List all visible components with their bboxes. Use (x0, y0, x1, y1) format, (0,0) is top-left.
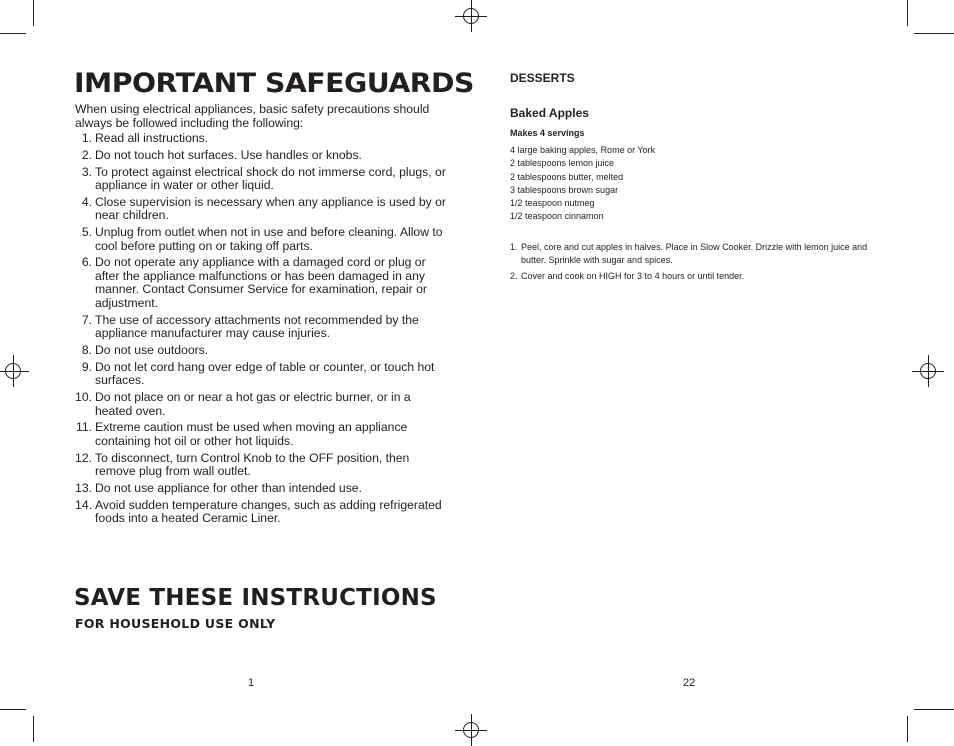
crop-mark (0, 33, 26, 34)
intro-text: When using electrical appliances, basic safety precautions should always be followed including the following: (75, 102, 430, 130)
item-number: 8. (81, 343, 92, 358)
item-text: Avoid sudden temperature changes, such as adding refrigerated foods into a heated Ceramic Liner. (95, 497, 442, 526)
item-number: 7. (81, 312, 92, 327)
item-text: The use of accessory attachments not recommended by the appliance manufacturer may cause injuries. (95, 312, 419, 341)
list-item (75, 499, 447, 526)
list-item (75, 226, 447, 253)
item-text: Close supervision is necessary when any appliance is used by or near children. (95, 194, 446, 223)
ingredient: 1/2 teaspoon cinnamon (510, 211, 604, 222)
save-instructions-heading: SAVE THESE INSTRUCTIONS (74, 585, 437, 611)
item-number: 13. (75, 481, 92, 496)
registration-mark-top (455, 0, 487, 32)
item-number: 10. (75, 390, 92, 405)
item-text: To disconnect, turn Control Knob to the OFF position, then remove plug from wall outlet. (95, 450, 410, 479)
item-number: 6. (81, 255, 92, 270)
recipe-step (510, 241, 870, 266)
ingredient: 1/2 teaspoon nutmeg (510, 198, 595, 209)
item-number: 5. (81, 225, 92, 240)
list-item (75, 132, 447, 146)
step-number: 2. (510, 271, 518, 281)
list-item (75, 314, 447, 341)
recipe-title: Baked Apples (510, 106, 589, 120)
crop-mark (914, 709, 954, 710)
household-use-subheading: FOR HOUSEHOLD USE ONLY (75, 616, 276, 631)
item-number: 1. (81, 131, 92, 145)
item-number: 4. (81, 194, 92, 209)
list-item (75, 391, 447, 418)
list-item (75, 361, 447, 388)
ingredient: 3 tablespoons brown sugar (510, 184, 619, 195)
registration-mark-bottom (455, 714, 487, 746)
list-item (75, 482, 447, 496)
item-number: 2. (81, 147, 92, 162)
item-text: Do not touch hot surfaces. Use handles or knobs. (95, 147, 362, 162)
ingredient: 2 tablespoons lemon juice (510, 158, 615, 169)
list-item (75, 149, 447, 163)
registration-mark-right (912, 355, 944, 387)
crop-mark (33, 716, 34, 742)
ingredients-list (510, 144, 655, 224)
registration-mark-left (0, 355, 29, 387)
item-number: 14. (75, 497, 92, 512)
item-number: 3. (81, 164, 92, 179)
list-item (75, 166, 447, 193)
item-text: Do not use appliance for other than intended use. (95, 481, 362, 496)
crop-mark (907, 716, 908, 742)
recipe-step (510, 270, 870, 283)
list-item (75, 256, 447, 310)
item-text: Do not let cord hang over edge of table or counter, or touch hot surfaces. (95, 359, 435, 388)
crop-mark (914, 33, 954, 34)
page-title: IMPORTANT SAFEGUARDS (74, 68, 474, 99)
item-text: Do not use outdoors. (95, 343, 209, 358)
list-item (75, 196, 447, 223)
list-item (75, 421, 447, 448)
ingredient: 4 large baking apples, Rome or York (510, 145, 656, 155)
ingredient: 2 tablespoons butter, melted (510, 171, 624, 182)
section-heading: DESSERTS (510, 71, 575, 85)
step-text: Cover and cook on HIGH for 3 to 4 hours or until tender. (521, 271, 745, 281)
item-text: Read all instructions. (95, 131, 209, 145)
crop-mark (0, 709, 26, 710)
safeguards-list (75, 132, 447, 529)
list-item (75, 452, 447, 479)
list-item (75, 344, 447, 358)
item-number: 11. (75, 420, 92, 435)
item-text: Unplug from outlet when not in use and before cleaning. Allow to cool before putting on or taking off parts. (95, 225, 443, 253)
page-number-right: 22 (683, 677, 696, 689)
step-number: 1. (510, 242, 518, 252)
item-number: 9. (81, 359, 92, 374)
page-number-left: 1 (248, 677, 255, 689)
item-text: Do not operate any appliance with a damaged cord or plug or after the appliance malfunctions or has been damaged in any manner. Contact Consumer Service for examination, repair or adjustment. (95, 255, 427, 310)
item-text: To protect against electrical shock do not immerse cord, plugs, or appliance in water or other liquid. (95, 164, 446, 193)
item-text: Extreme caution must be used when moving an appliance containing hot oil or other hot liquids. (95, 420, 408, 448)
servings-note: Makes 4 servings (510, 128, 585, 138)
recipe-steps (510, 241, 870, 287)
crop-mark (33, 0, 34, 26)
crop-mark (907, 0, 908, 26)
item-text: Do not place on or near a hot gas or electric burner, or in a heated oven. (95, 390, 411, 418)
step-text: Peel, core and cut apples in halves. Place in Slow Cooker. Drizzle with lemon juice and butter. Sprinkle with sugar and spices. (521, 242, 868, 265)
item-number: 12. (75, 450, 92, 465)
